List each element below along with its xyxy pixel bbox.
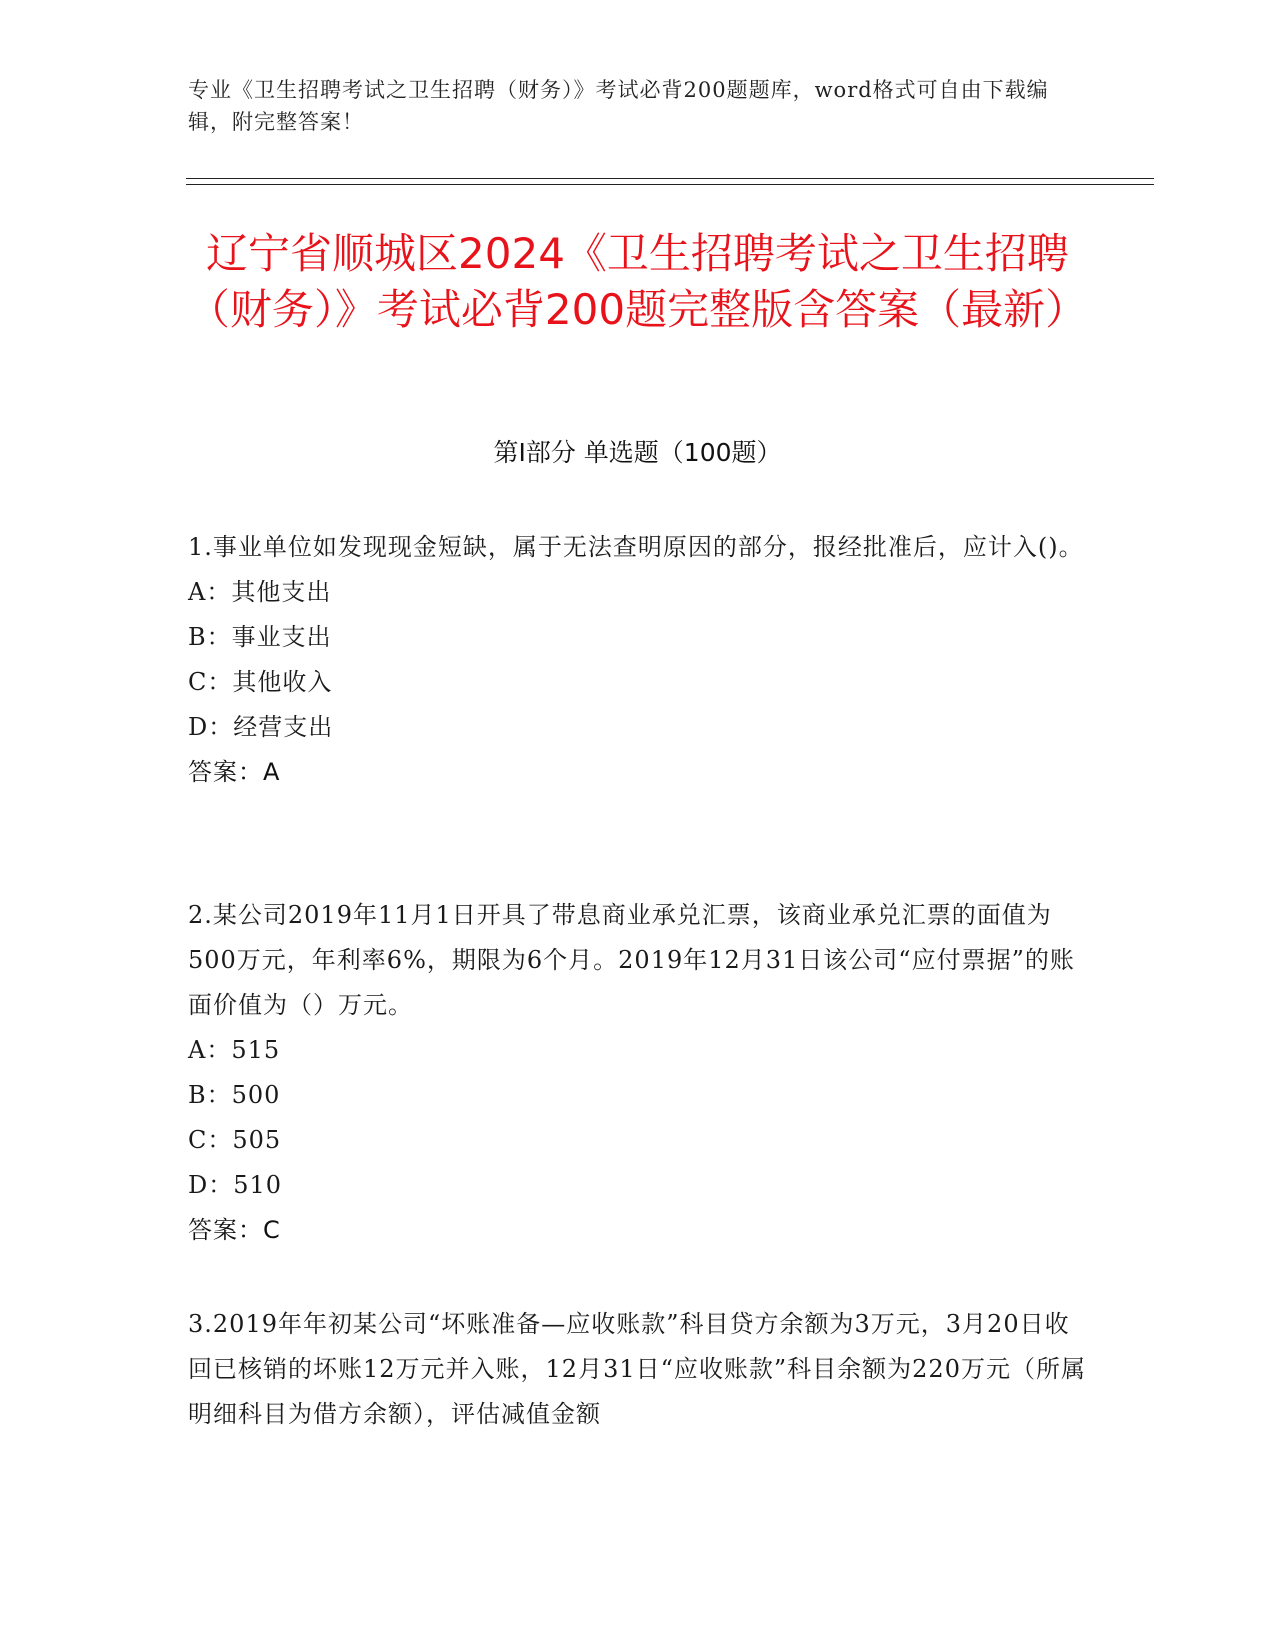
option-c: C：505 — [188, 1126, 282, 1154]
question-2 — [188, 893, 1088, 1253]
question-3 — [188, 1302, 1088, 1437]
question-stem: 3.2019年年初某公司“坏账准备—应收账款”科目贷方余额为3万元，3月20日收回已核销的坏账12万元并入账，12月31日“应收账款”科目余额为220万元（所属明细科目为借方余额），评估减值金额 — [188, 1310, 1086, 1428]
option-b: B：500 — [188, 1081, 281, 1109]
option-d: D：510 — [188, 1171, 283, 1199]
question-1 — [188, 525, 1088, 795]
question-stem: 2.某公司2019年11月1日开具了带息商业承兑汇票，该商业承兑汇票的面值为500万元，年利率6%，期限为6个月。2019年12月31日该公司“应付票据”的账面价值为（）万元。 — [188, 901, 1075, 1019]
header-divider-bottom — [186, 184, 1154, 185]
option-a: A：其他支出 — [188, 578, 332, 606]
answer-line: 答案：A — [188, 758, 281, 786]
option-a: A：515 — [188, 1036, 281, 1064]
answer-line: 答案：C — [188, 1216, 281, 1244]
header-divider-top — [186, 178, 1154, 179]
option-c: C：其他收入 — [188, 668, 333, 696]
option-b: B：事业支出 — [188, 623, 332, 651]
section-heading: 第Ⅰ部分 单选题（100题） — [493, 438, 782, 467]
option-d: D：经营支出 — [188, 713, 334, 741]
header-note: 专业《卫生招聘考试之卫生招聘（财务）》考试必背200题题库，word格式可自由下载编辑，附完整答案！ — [188, 78, 1049, 134]
question-stem: 1.事业单位如发现现金短缺，属于无法查明原因的部分，报经批准后，应计入()。 — [188, 533, 1084, 561]
document-title: 辽宁省顺城区2024《卫生招聘考试之卫生招聘（财务）》考试必背200题完整版含答案（最新） — [187, 229, 1088, 334]
